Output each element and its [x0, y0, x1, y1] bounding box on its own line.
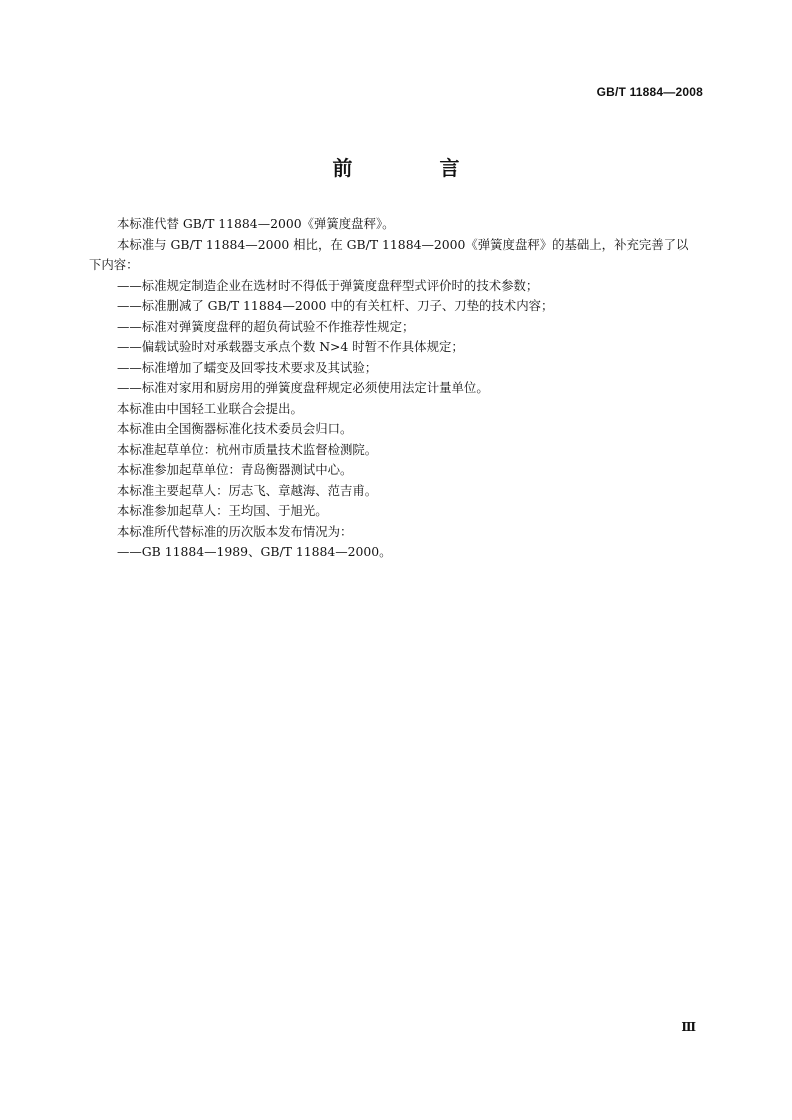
- list-item: ——标准对家用和厨房用的弹簧度盘秤规定必须使用法定计量单位。: [117, 380, 489, 395]
- paragraph: 本标准起草单位：杭州市质量技术监督检测院。: [117, 441, 378, 457]
- list-item: ——偏载试验时对承载器支承点个数 N>4 时暂不作具体规定；: [117, 339, 464, 354]
- page-number: Ⅲ: [681, 1020, 696, 1034]
- paragraph: 本标准与 GB/T 11884—2000 相比，在 GB/T 11884—2000《弹簧度盘秤》的基础上，补充完善了以: [117, 236, 689, 252]
- list-item: ——标准删减了 GB/T 11884—2000 中的有关杠杆、刀子、刀垫的技术内容；: [117, 298, 554, 313]
- paragraph: 本标准所代替标准的历次版本发布情况为：: [117, 523, 353, 539]
- list-item: ——GB 11884—1989、GB/T 11884—2000。: [117, 544, 392, 559]
- paragraph: 本标准主要起草人：厉志飞、章越海、范吉甫。: [117, 482, 378, 498]
- paragraph: 本标准参加起草人：王均国、于旭光。: [117, 503, 328, 518]
- paragraph-continuation: 下内容：: [89, 257, 139, 272]
- page-title: 前 言: [332, 156, 500, 180]
- paragraph: 本标准由中国轻工业联合会提出。: [117, 400, 303, 416]
- list-item: ——标准对弹簧度盘秤的超负荷试验不作推荐性规定；: [117, 318, 415, 334]
- standard-code: GB/T 11884—2008: [596, 85, 703, 99]
- paragraph: 本标准代替 GB/T 11884—2000《弹簧度盘秤》。: [117, 216, 395, 231]
- list-item: ——标准规定制造企业在选材时不得低于弹簧度盘秤型式评价时的技术参数；: [117, 277, 539, 293]
- list-item: ——标准增加了蠕变及回零技术要求及其试验；: [117, 359, 378, 375]
- paragraph: 本标准参加起草单位：青岛衡器测试中心。: [117, 462, 353, 477]
- foreword-body: [89, 214, 703, 563]
- paragraph: 本标准由全国衡器标准化技术委员会归口。: [117, 421, 353, 436]
